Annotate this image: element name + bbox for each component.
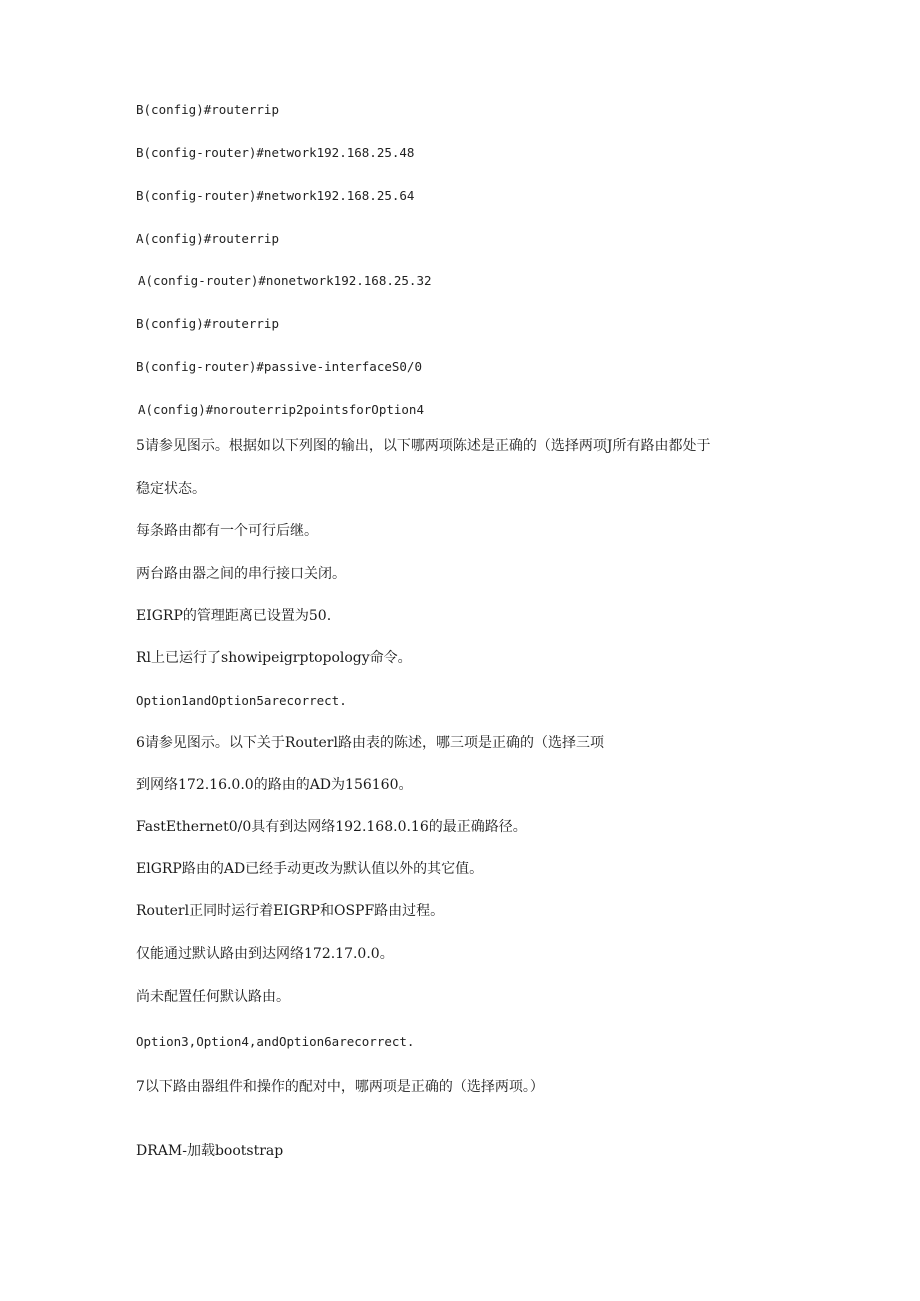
config-line: A(config-router)#nonetwork192.168.25.32 <box>138 273 432 288</box>
answer-option: Routerl正同时运行着EIGRP和OSPF路由过程。 <box>136 903 445 919</box>
config-line: A(config)#routerrip <box>136 231 279 246</box>
config-line: A(config)#norouterrip2pointsforOption4 <box>138 402 424 417</box>
answer-option: DRAM-加载bootstrap <box>136 1143 284 1159</box>
answer-option: 到网络172.16.0.0的路由的AD为156160。 <box>136 777 413 793</box>
config-line: B(config-router)#network192.168.25.64 <box>136 188 415 203</box>
answer-key: Option1andOption5arecorrect. <box>136 693 347 708</box>
config-line: B(config)#routerrip <box>136 316 279 331</box>
question-7-text: 7以下路由器组件和操作的配对中，哪两项是正确的（选择两项。） <box>136 1079 544 1095</box>
answer-option: EIGRP的管理距离已设置为50. <box>136 608 332 624</box>
answer-option: 尚未配置任何默认路由。 <box>136 989 290 1005</box>
answer-option: 稳定状态。 <box>136 481 206 497</box>
answer-option: ElGRP路由的AD已经手动更改为默认值以外的其它值。 <box>136 861 484 877</box>
answer-option: 两台路由器之间的串行接口关闭。 <box>136 566 346 582</box>
config-line: B(config-router)#network192.168.25.48 <box>136 145 415 160</box>
answer-option: 每条路由都有一个可行后继。 <box>136 523 318 539</box>
answer-option: Rl上已运行了showipeigrptopology命令。 <box>136 650 412 666</box>
answer-key: Option3,Option4,andOption6arecorrect. <box>136 1034 415 1049</box>
config-line: B(config-router)#passive-interfaceS0/0 <box>136 359 422 374</box>
config-line: B(config)#routerrip <box>136 102 279 117</box>
answer-option: FastEthernet0/0具有到达网络192.168.0.16的最正确路径。 <box>136 819 527 835</box>
question-6-text: 6请参见图示。以下关于Routerl路由表的陈述，哪三项是正确的（选择三项 <box>136 735 604 751</box>
question-5-text: 5请参见图示。根据如以下列图的输出，以下哪两项陈述是正确的（选择两项J所有路由都处于 <box>136 438 711 454</box>
answer-option: 仅能通过默认路由到达网络172.17.0.0。 <box>136 946 394 962</box>
